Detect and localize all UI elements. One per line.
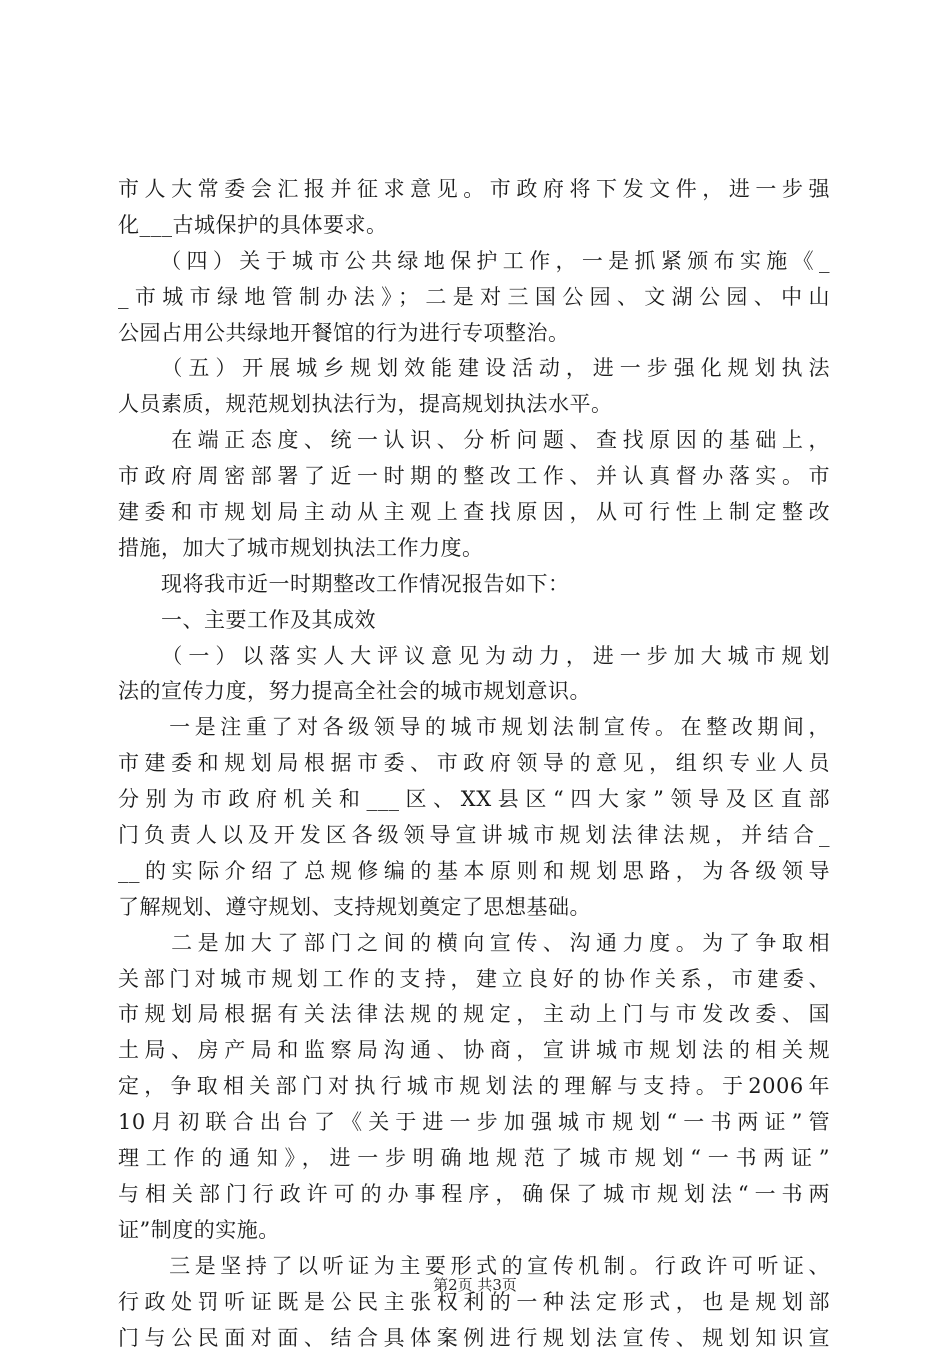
text-line: 一是注重了对各级领导的城市规划法制宣传。在整改期间，	[118, 710, 830, 746]
text-line: 措施，加大了城市规划执法工作力度。	[118, 531, 830, 567]
text-line: （一）以落实人大评议意见为动力，进一步加大城市规划	[118, 639, 830, 675]
text-line: __的实际介绍了总规修编的基本原则和规划思路，为各级领导	[118, 854, 830, 890]
text-line: 市政府周密部署了近一时期的整改工作、并认真督办落实。市	[118, 459, 830, 495]
text-line: 行政处罚听证既是公民主张权利的一种法定形式，也是规划部	[118, 1285, 830, 1321]
text-line: （五）开展城乡规划效能建设活动，进一步强化规划执法	[118, 351, 830, 387]
text-line: 在端正态度、统一认识、分析问题、查找原因的基础上，	[118, 423, 830, 459]
text-line: 一、主要工作及其成效	[118, 603, 830, 639]
text-line: _市城市绿地管制办法》；二是对三国公园、文湖公园、中山	[118, 280, 830, 316]
text-line: 现将我市近一时期整改工作情况报告如下：	[118, 567, 830, 603]
text-line: 门与公民面对面、结合具体案例进行规划法宣传、规划知识宣	[118, 1321, 830, 1356]
text-line: 三是坚持了以听证为主要形式的宣传机制。行政许可听证、	[118, 1249, 830, 1285]
text-line: 化___古城保护的具体要求。	[118, 208, 830, 244]
text-line: 与相关部门行政许可的办事程序，确保了城市规划法“一书两	[118, 1177, 830, 1213]
text-line: 人员素质，规范规划执法行为，提高规划执法水平。	[118, 387, 830, 423]
text-line: 市规划局根据有关法律法规的规定，主动上门与市发改委、国	[118, 997, 830, 1033]
text-line: 市建委和规划局根据市委、市政府领导的意见，组织专业人员	[118, 746, 830, 782]
text-line: （四）关于城市公共绿地保护工作，一是抓紧颁布实施《_	[118, 244, 830, 280]
text-line: 证”制度的实施。	[118, 1213, 830, 1249]
document-body	[118, 172, 830, 1356]
text-line: 市人大常委会汇报并征求意见。市政府将下发文件，进一步强	[118, 172, 830, 208]
text-line: 10月初联合出台了《关于进一步加强城市规划“一书两证”管	[118, 1105, 830, 1141]
text-line: 分别为市政府机关和___区、XX县区“四大家”领导及区直部	[118, 782, 830, 818]
text-line: 门负责人以及开发区各级领导宣讲城市规划法律法规，并结合_	[118, 818, 830, 854]
text-line: 公园占用公共绿地开餐馆的行为进行专项整治。	[118, 316, 830, 352]
text-line: 关部门对城市规划工作的支持，建立良好的协作关系，市建委、	[118, 962, 830, 998]
text-line: 了解规划、遵守规划、支持规划奠定了思想基础。	[118, 890, 830, 926]
text-line: 土局、房产局和监察局沟通、协商，宣讲城市规划法的相关规	[118, 1033, 830, 1069]
text-line: 理工作的通知》，进一步明确地规范了城市规划“一书两证”	[118, 1141, 830, 1177]
text-line: 法的宣传力度，努力提高全社会的城市规划意识。	[118, 674, 830, 710]
text-line: 定，争取相关部门对执行城市规划法的理解与支持。于2006年	[118, 1069, 830, 1105]
page-footer: 第2页 共3页	[0, 1275, 950, 1295]
text-line: 建委和市规划局主动从主观上查找原因，从可行性上制定整改	[118, 495, 830, 531]
text-line: 二是加大了部门之间的横向宣传、沟通力度。为了争取相	[118, 926, 830, 962]
